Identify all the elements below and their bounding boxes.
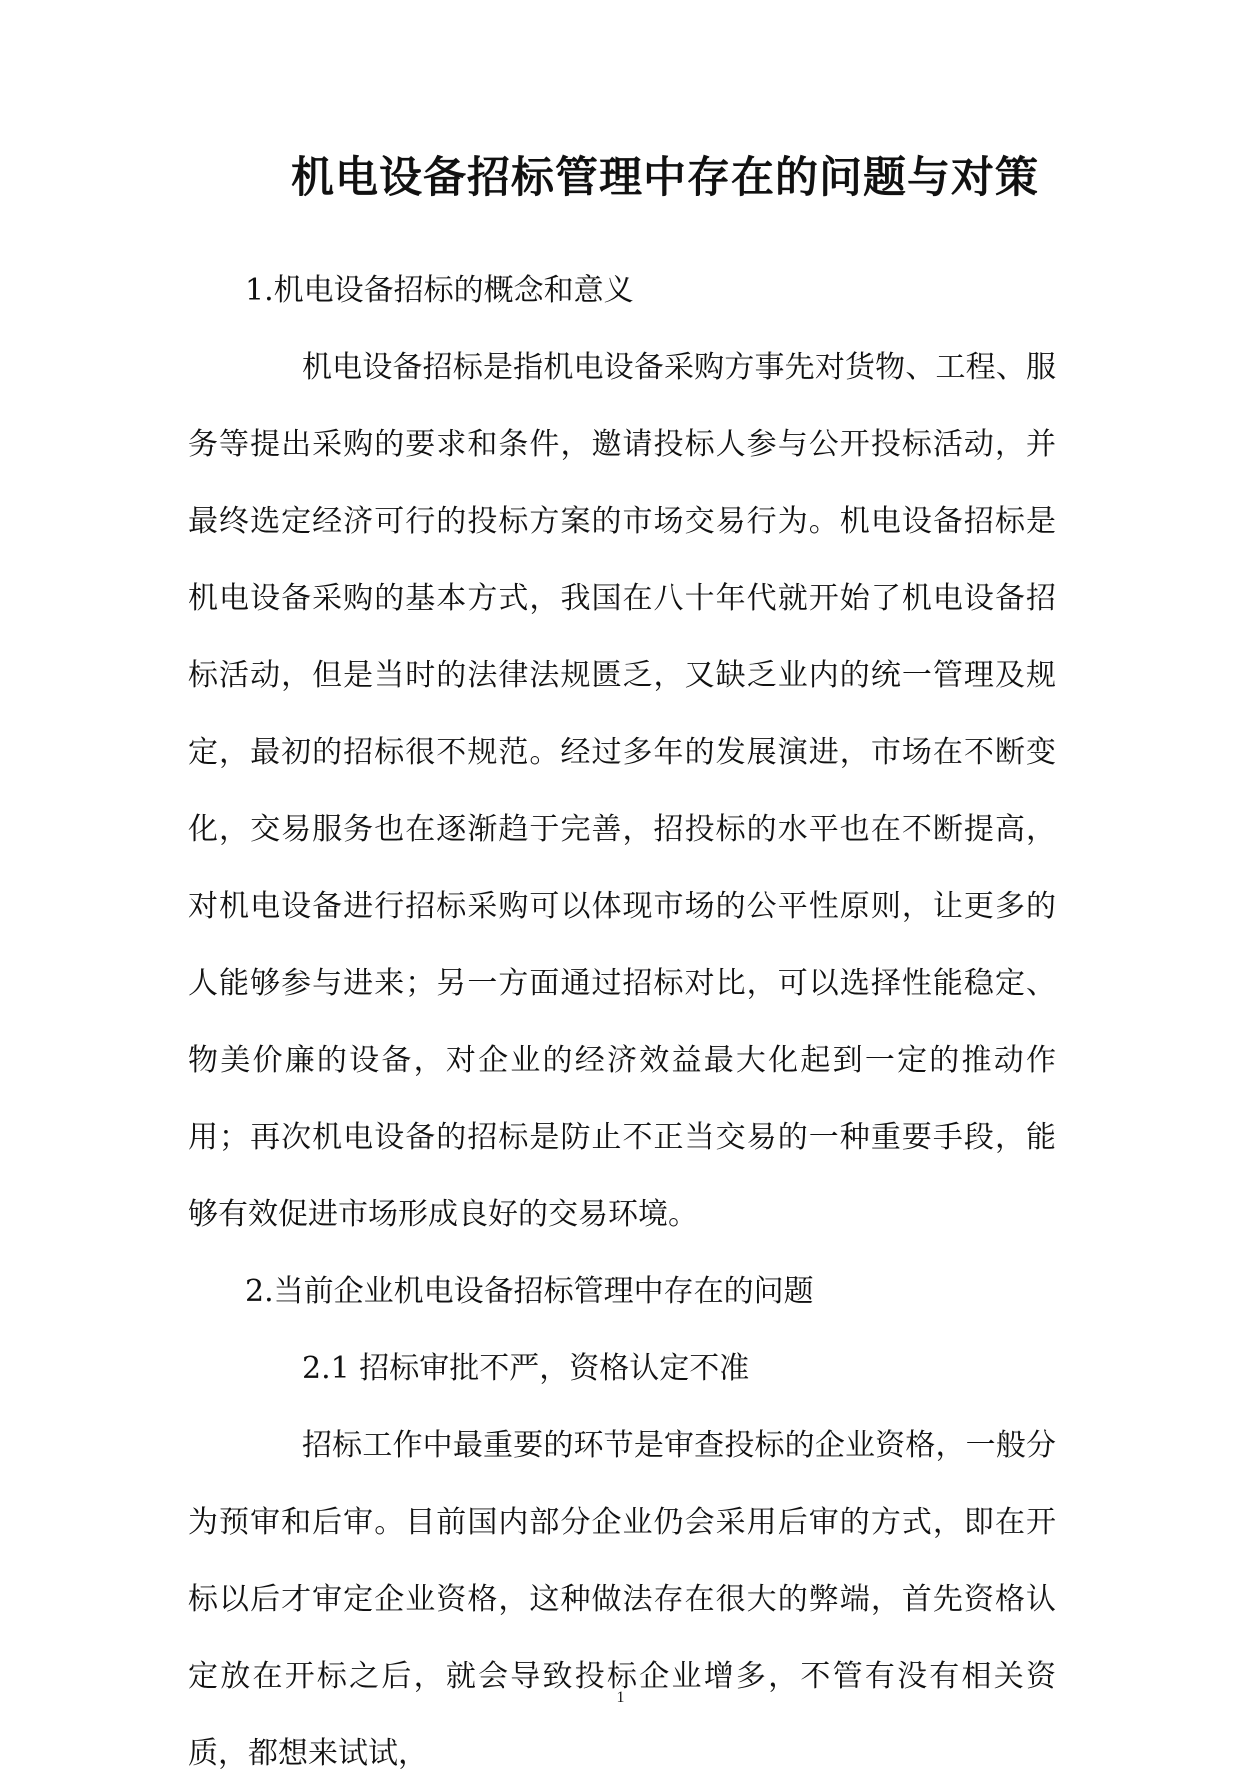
page-number: 1 [616, 1689, 625, 1706]
section-heading-2: 2.当前企业机电设备招标管理中存在的问题 [245, 1274, 814, 1309]
section-heading-1: 1.机电设备招标的概念和意义 [245, 273, 634, 308]
document-body [188, 252, 1056, 1792]
subsection-heading-2-1: 2.1 招标审批不严，资格认定不准 [302, 1351, 750, 1386]
paragraph-concept: 机电设备招标是指机电设备采购方事先对货物、工程、服务等提出采购的要求和条件，邀请投标人参与公开投标活动，并最终选定经济可行的投标方案的市场交易行为。机电设备招标是机电设备采购的基本方式，我国在八十年代就开始了机电设备招标活动，但是当时的法律法规匮乏，又缺乏业内的统一管理及规定，最初的招标很不规范。经过多年的发展演进，市场在不断变化，交易服务也在逐渐趋于完善，招投标的水平也在不断提高，对机电设备进行招标采购可以体现市场的公平性原则，让更多的人能够参与进来；另一方面通过招标对比，可以选择性能稳定、物美价廉的设备，对企业的经济效益最大化起到一定的推动作用；再次机电设备的招标是防止不正当交易的一种重要手段，能够有效促进市场形成良好的交易环境。 [188, 350, 1056, 1232]
document-title: 机电设备招标管理中存在的问题与对策 [291, 153, 1039, 203]
paragraph-qualification: 招标工作中最重要的环节是审查投标的企业资格，一般分为预审和后审。目前国内部分企业仍会采用后审的方式，即在开标以后才审定企业资格，这种做法存在很大的弊端，首先资格认定放在开标之后，就会导致投标企业增多，不管有没有相关资质，都想来试试， [188, 1428, 1056, 1771]
